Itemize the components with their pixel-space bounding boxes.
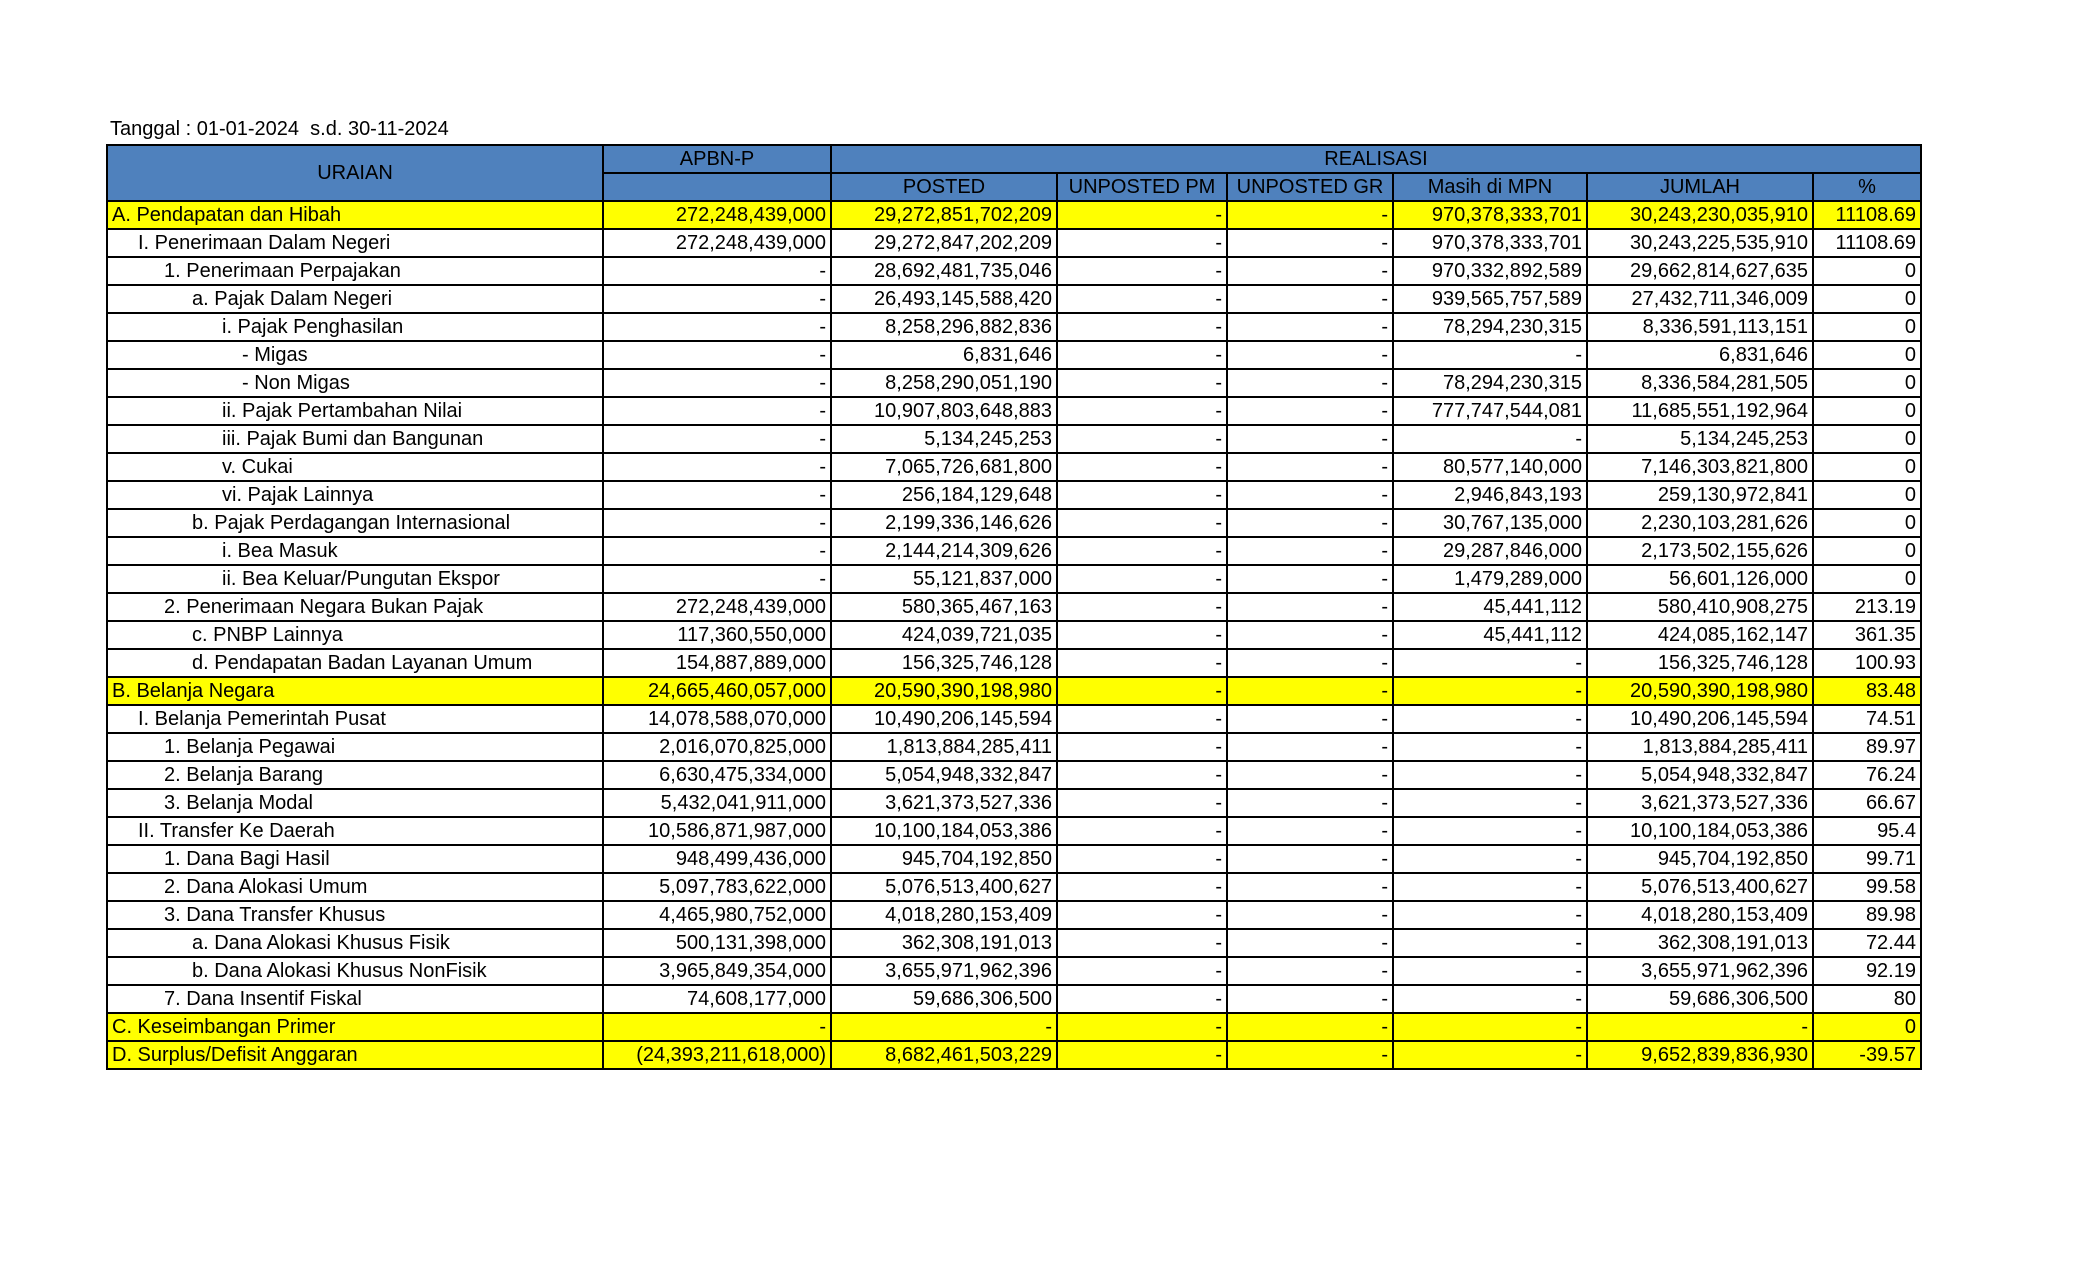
- cell-percent: 11108.69: [1813, 201, 1921, 229]
- cell-unposted-gr: -: [1227, 789, 1393, 817]
- cell-percent: 66.67: [1813, 789, 1921, 817]
- cell-posted: -: [831, 1013, 1057, 1041]
- table-row: [107, 901, 1921, 929]
- cell-unposted-gr: -: [1227, 453, 1393, 481]
- cell-unposted-gr: -: [1227, 509, 1393, 537]
- cell-jumlah: 2,173,502,155,626: [1587, 537, 1813, 565]
- cell-unposted-pm: -: [1057, 845, 1227, 873]
- cell-percent: 100.93: [1813, 649, 1921, 677]
- cell-posted: 2,199,336,146,626: [831, 509, 1057, 537]
- cell-posted: 6,831,646: [831, 341, 1057, 369]
- cell-apbnp: -: [603, 481, 831, 509]
- cell-unposted-gr: -: [1227, 313, 1393, 341]
- cell-masih-mpn: 45,441,112: [1393, 621, 1587, 649]
- cell-unposted-gr: -: [1227, 985, 1393, 1013]
- header-realisasi: REALISASI: [831, 145, 1921, 173]
- cell-unposted-pm: -: [1057, 873, 1227, 901]
- header-unposted-pm: UNPOSTED PM: [1057, 173, 1227, 201]
- row-label: 3. Dana Transfer Khusus: [107, 901, 603, 929]
- row-label: vi. Pajak Lainnya: [107, 481, 603, 509]
- cell-masih-mpn: 80,577,140,000: [1393, 453, 1587, 481]
- cell-masih-mpn: 777,747,544,081: [1393, 397, 1587, 425]
- cell-apbnp: -: [603, 369, 831, 397]
- cell-masih-mpn: -: [1393, 985, 1587, 1013]
- cell-unposted-pm: -: [1057, 621, 1227, 649]
- cell-masih-mpn: -: [1393, 901, 1587, 929]
- cell-unposted-gr: -: [1227, 229, 1393, 257]
- cell-unposted-gr: -: [1227, 901, 1393, 929]
- cell-unposted-pm: -: [1057, 761, 1227, 789]
- cell-apbnp: -: [603, 1013, 831, 1041]
- cell-percent: 76.24: [1813, 761, 1921, 789]
- cell-unposted-pm: -: [1057, 537, 1227, 565]
- cell-unposted-pm: -: [1057, 593, 1227, 621]
- cell-jumlah: 27,432,711,346,009: [1587, 285, 1813, 313]
- row-label: 3. Belanja Modal: [107, 789, 603, 817]
- row-label: iii. Pajak Bumi dan Bangunan: [107, 425, 603, 453]
- cell-unposted-pm: -: [1057, 425, 1227, 453]
- row-label: b. Pajak Perdagangan Internasional: [107, 509, 603, 537]
- table-row: [107, 649, 1921, 677]
- cell-posted: 580,365,467,163: [831, 593, 1057, 621]
- cell-percent: 213.19: [1813, 593, 1921, 621]
- header-apbnp: APBN-P: [603, 145, 831, 173]
- cell-masih-mpn: -: [1393, 817, 1587, 845]
- cell-masih-mpn: 78,294,230,315: [1393, 369, 1587, 397]
- cell-unposted-gr: -: [1227, 677, 1393, 705]
- cell-jumlah: 30,243,225,535,910: [1587, 229, 1813, 257]
- cell-posted: 362,308,191,013: [831, 929, 1057, 957]
- row-label: - Non Migas: [107, 369, 603, 397]
- table-row: [107, 453, 1921, 481]
- cell-posted: 26,493,145,588,420: [831, 285, 1057, 313]
- cell-posted: 5,134,245,253: [831, 425, 1057, 453]
- cell-posted: 945,704,192,850: [831, 845, 1057, 873]
- table-row: [107, 1013, 1921, 1041]
- cell-unposted-pm: -: [1057, 229, 1227, 257]
- row-label: 2. Belanja Barang: [107, 761, 603, 789]
- cell-apbnp: 948,499,436,000: [603, 845, 831, 873]
- cell-unposted-gr: -: [1227, 957, 1393, 985]
- cell-apbnp: 117,360,550,000: [603, 621, 831, 649]
- cell-jumlah: 4,018,280,153,409: [1587, 901, 1813, 929]
- cell-masih-mpn: -: [1393, 733, 1587, 761]
- cell-unposted-pm: -: [1057, 705, 1227, 733]
- cell-posted: 8,258,290,051,190: [831, 369, 1057, 397]
- cell-percent: 92.19: [1813, 957, 1921, 985]
- row-label: II. Transfer Ke Daerah: [107, 817, 603, 845]
- cell-jumlah: 156,325,746,128: [1587, 649, 1813, 677]
- cell-apbnp: 5,097,783,622,000: [603, 873, 831, 901]
- cell-apbnp: -: [603, 509, 831, 537]
- cell-percent: 0: [1813, 425, 1921, 453]
- cell-jumlah: 8,336,584,281,505: [1587, 369, 1813, 397]
- cell-posted: 55,121,837,000: [831, 565, 1057, 593]
- cell-unposted-gr: -: [1227, 1013, 1393, 1041]
- cell-unposted-gr: -: [1227, 705, 1393, 733]
- cell-jumlah: 580,410,908,275: [1587, 593, 1813, 621]
- cell-unposted-pm: -: [1057, 929, 1227, 957]
- header-jumlah: JUMLAH: [1587, 173, 1813, 201]
- cell-apbnp: 10,586,871,987,000: [603, 817, 831, 845]
- cell-masih-mpn: -: [1393, 705, 1587, 733]
- cell-jumlah: 30,243,230,035,910: [1587, 201, 1813, 229]
- cell-unposted-gr: -: [1227, 565, 1393, 593]
- table-row: [107, 229, 1921, 257]
- cell-percent: 0: [1813, 453, 1921, 481]
- header-apbnp-sub: [603, 173, 831, 201]
- table-row: [107, 1041, 1921, 1069]
- cell-posted: 28,692,481,735,046: [831, 257, 1057, 285]
- cell-unposted-gr: -: [1227, 285, 1393, 313]
- row-label: 1. Penerimaan Perpajakan: [107, 257, 603, 285]
- cell-jumlah: 10,100,184,053,386: [1587, 817, 1813, 845]
- cell-unposted-gr: -: [1227, 1041, 1393, 1069]
- cell-apbnp: -: [603, 313, 831, 341]
- cell-unposted-gr: -: [1227, 481, 1393, 509]
- cell-percent: 0: [1813, 537, 1921, 565]
- cell-posted: 3,655,971,962,396: [831, 957, 1057, 985]
- cell-masih-mpn: 2,946,843,193: [1393, 481, 1587, 509]
- table-row: [107, 537, 1921, 565]
- cell-jumlah: 5,134,245,253: [1587, 425, 1813, 453]
- row-label: d. Pendapatan Badan Layanan Umum: [107, 649, 603, 677]
- table-row: [107, 677, 1921, 705]
- cell-masih-mpn: -: [1393, 649, 1587, 677]
- cell-percent: 72.44: [1813, 929, 1921, 957]
- cell-posted: 10,490,206,145,594: [831, 705, 1057, 733]
- cell-unposted-gr: -: [1227, 649, 1393, 677]
- cell-percent: 0: [1813, 1013, 1921, 1041]
- cell-posted: 8,682,461,503,229: [831, 1041, 1057, 1069]
- cell-masih-mpn: -: [1393, 957, 1587, 985]
- table-row: [107, 817, 1921, 845]
- cell-unposted-pm: -: [1057, 341, 1227, 369]
- cell-jumlah: 5,076,513,400,627: [1587, 873, 1813, 901]
- cell-masih-mpn: 29,287,846,000: [1393, 537, 1587, 565]
- cell-posted: 20,590,390,198,980: [831, 677, 1057, 705]
- table-body: [107, 201, 1921, 1069]
- cell-apbnp: 272,248,439,000: [603, 593, 831, 621]
- cell-posted: 424,039,721,035: [831, 621, 1057, 649]
- cell-masih-mpn: 970,378,333,701: [1393, 229, 1587, 257]
- cell-unposted-gr: -: [1227, 621, 1393, 649]
- cell-apbnp: 6,630,475,334,000: [603, 761, 831, 789]
- table-row: [107, 257, 1921, 285]
- cell-jumlah: 20,590,390,198,980: [1587, 677, 1813, 705]
- cell-apbnp: (24,393,211,618,000): [603, 1041, 831, 1069]
- cell-masih-mpn: -: [1393, 873, 1587, 901]
- cell-jumlah: -: [1587, 1013, 1813, 1041]
- cell-posted: 8,258,296,882,836: [831, 313, 1057, 341]
- cell-masih-mpn: 970,332,892,589: [1393, 257, 1587, 285]
- cell-masih-mpn: -: [1393, 425, 1587, 453]
- cell-percent: 361.35: [1813, 621, 1921, 649]
- row-label: 1. Belanja Pegawai: [107, 733, 603, 761]
- table-row: [107, 705, 1921, 733]
- table-row: [107, 621, 1921, 649]
- cell-posted: 2,144,214,309,626: [831, 537, 1057, 565]
- table-row: [107, 929, 1921, 957]
- table-row: [107, 733, 1921, 761]
- cell-unposted-pm: -: [1057, 509, 1227, 537]
- cell-unposted-gr: -: [1227, 817, 1393, 845]
- header-masih-mpn: Masih di MPN: [1393, 173, 1587, 201]
- cell-apbnp: -: [603, 397, 831, 425]
- cell-jumlah: 259,130,972,841: [1587, 481, 1813, 509]
- cell-unposted-gr: -: [1227, 397, 1393, 425]
- cell-unposted-gr: -: [1227, 341, 1393, 369]
- cell-masih-mpn: -: [1393, 1013, 1587, 1041]
- cell-posted: 1,813,884,285,411: [831, 733, 1057, 761]
- table-row: [107, 201, 1921, 229]
- cell-unposted-gr: -: [1227, 201, 1393, 229]
- cell-unposted-gr: -: [1227, 593, 1393, 621]
- cell-unposted-gr: -: [1227, 761, 1393, 789]
- table-row: [107, 985, 1921, 1013]
- cell-masih-mpn: -: [1393, 845, 1587, 873]
- cell-unposted-pm: -: [1057, 789, 1227, 817]
- row-label: I. Belanja Pemerintah Pusat: [107, 705, 603, 733]
- cell-jumlah: 1,813,884,285,411: [1587, 733, 1813, 761]
- cell-masih-mpn: -: [1393, 789, 1587, 817]
- row-label: 2. Dana Alokasi Umum: [107, 873, 603, 901]
- cell-jumlah: 59,686,306,500: [1587, 985, 1813, 1013]
- cell-jumlah: 8,336,591,113,151: [1587, 313, 1813, 341]
- cell-jumlah: 945,704,192,850: [1587, 845, 1813, 873]
- table-row: [107, 285, 1921, 313]
- cell-unposted-gr: -: [1227, 929, 1393, 957]
- cell-apbnp: 3,965,849,354,000: [603, 957, 831, 985]
- cell-masih-mpn: -: [1393, 1041, 1587, 1069]
- cell-percent: 0: [1813, 369, 1921, 397]
- table-row: [107, 873, 1921, 901]
- cell-apbnp: -: [603, 537, 831, 565]
- cell-percent: 0: [1813, 313, 1921, 341]
- cell-percent: 0: [1813, 565, 1921, 593]
- cell-unposted-gr: -: [1227, 733, 1393, 761]
- cell-jumlah: 10,490,206,145,594: [1587, 705, 1813, 733]
- cell-percent: 80: [1813, 985, 1921, 1013]
- cell-masih-mpn: 45,441,112: [1393, 593, 1587, 621]
- table-row: [107, 341, 1921, 369]
- cell-apbnp: 14,078,588,070,000: [603, 705, 831, 733]
- cell-apbnp: -: [603, 425, 831, 453]
- row-label: i. Pajak Penghasilan: [107, 313, 603, 341]
- row-label: a. Pajak Dalam Negeri: [107, 285, 603, 313]
- header-percent: %: [1813, 173, 1921, 201]
- cell-unposted-pm: -: [1057, 649, 1227, 677]
- cell-apbnp: 272,248,439,000: [603, 229, 831, 257]
- table-row: [107, 565, 1921, 593]
- cell-jumlah: 11,685,551,192,964: [1587, 397, 1813, 425]
- cell-percent: 0: [1813, 509, 1921, 537]
- cell-jumlah: 3,621,373,527,336: [1587, 789, 1813, 817]
- header-uraian: URAIAN: [107, 145, 603, 201]
- cell-jumlah: 5,054,948,332,847: [1587, 761, 1813, 789]
- table-row: [107, 425, 1921, 453]
- table-row: [107, 957, 1921, 985]
- cell-apbnp: 154,887,889,000: [603, 649, 831, 677]
- cell-posted: 59,686,306,500: [831, 985, 1057, 1013]
- cell-apbnp: 272,248,439,000: [603, 201, 831, 229]
- row-label: i. Bea Masuk: [107, 537, 603, 565]
- cell-posted: 10,100,184,053,386: [831, 817, 1057, 845]
- cell-masih-mpn: 1,479,289,000: [1393, 565, 1587, 593]
- cell-apbnp: 4,465,980,752,000: [603, 901, 831, 929]
- table-row: [107, 369, 1921, 397]
- row-label: c. PNBP Lainnya: [107, 621, 603, 649]
- cell-unposted-pm: -: [1057, 957, 1227, 985]
- cell-posted: 5,054,948,332,847: [831, 761, 1057, 789]
- cell-percent: 11108.69: [1813, 229, 1921, 257]
- cell-jumlah: 56,601,126,000: [1587, 565, 1813, 593]
- cell-percent: 0: [1813, 257, 1921, 285]
- cell-unposted-pm: -: [1057, 733, 1227, 761]
- row-label: ii. Bea Keluar/Pungutan Ekspor: [107, 565, 603, 593]
- cell-jumlah: 2,230,103,281,626: [1587, 509, 1813, 537]
- row-label: D. Surplus/Defisit Anggaran: [107, 1041, 603, 1069]
- cell-unposted-gr: -: [1227, 537, 1393, 565]
- cell-masih-mpn: 939,565,757,589: [1393, 285, 1587, 313]
- row-label: - Migas: [107, 341, 603, 369]
- cell-masih-mpn: -: [1393, 929, 1587, 957]
- cell-unposted-pm: -: [1057, 1013, 1227, 1041]
- cell-unposted-pm: -: [1057, 565, 1227, 593]
- cell-percent: 99.58: [1813, 873, 1921, 901]
- cell-masih-mpn: -: [1393, 761, 1587, 789]
- cell-apbnp: -: [603, 341, 831, 369]
- table-row: [107, 397, 1921, 425]
- row-label: b. Dana Alokasi Khusus NonFisik: [107, 957, 603, 985]
- cell-jumlah: 29,662,814,627,635: [1587, 257, 1813, 285]
- cell-apbnp: -: [603, 285, 831, 313]
- table-row: [107, 845, 1921, 873]
- cell-posted: 5,076,513,400,627: [831, 873, 1057, 901]
- cell-unposted-gr: -: [1227, 257, 1393, 285]
- cell-percent: 74.51: [1813, 705, 1921, 733]
- cell-apbnp: 74,608,177,000: [603, 985, 831, 1013]
- cell-unposted-pm: -: [1057, 481, 1227, 509]
- row-label: C. Keseimbangan Primer: [107, 1013, 603, 1041]
- table-row: [107, 761, 1921, 789]
- cell-percent: 89.97: [1813, 733, 1921, 761]
- table-row: [107, 313, 1921, 341]
- cell-posted: 29,272,847,202,209: [831, 229, 1057, 257]
- row-label: A. Pendapatan dan Hibah: [107, 201, 603, 229]
- row-label: a. Dana Alokasi Khusus Fisik: [107, 929, 603, 957]
- cell-unposted-pm: -: [1057, 1041, 1227, 1069]
- cell-posted: 156,325,746,128: [831, 649, 1057, 677]
- cell-percent: 83.48: [1813, 677, 1921, 705]
- cell-posted: 29,272,851,702,209: [831, 201, 1057, 229]
- cell-apbnp: 24,665,460,057,000: [603, 677, 831, 705]
- cell-unposted-gr: -: [1227, 425, 1393, 453]
- row-label: v. Cukai: [107, 453, 603, 481]
- row-label: 7. Dana Insentif Fiskal: [107, 985, 603, 1013]
- cell-apbnp: 500,131,398,000: [603, 929, 831, 957]
- budget-realization-table: [106, 144, 1922, 1070]
- cell-masih-mpn: -: [1393, 677, 1587, 705]
- table-row: [107, 481, 1921, 509]
- cell-unposted-pm: -: [1057, 257, 1227, 285]
- cell-unposted-gr: -: [1227, 369, 1393, 397]
- cell-posted: 4,018,280,153,409: [831, 901, 1057, 929]
- header-posted: POSTED: [831, 173, 1057, 201]
- table-row: [107, 789, 1921, 817]
- cell-apbnp: -: [603, 565, 831, 593]
- cell-unposted-gr: -: [1227, 845, 1393, 873]
- cell-posted: 256,184,129,648: [831, 481, 1057, 509]
- cell-apbnp: -: [603, 257, 831, 285]
- row-label: ii. Pajak Pertambahan Nilai: [107, 397, 603, 425]
- cell-percent: 89.98: [1813, 901, 1921, 929]
- table-row: [107, 593, 1921, 621]
- cell-percent: 0: [1813, 341, 1921, 369]
- cell-unposted-pm: -: [1057, 285, 1227, 313]
- cell-masih-mpn: 30,767,135,000: [1393, 509, 1587, 537]
- cell-percent: -39.57: [1813, 1041, 1921, 1069]
- cell-percent: 0: [1813, 285, 1921, 313]
- row-label: 2. Penerimaan Negara Bukan Pajak: [107, 593, 603, 621]
- header-unposted-gr: UNPOSTED GR: [1227, 173, 1393, 201]
- cell-posted: 3,621,373,527,336: [831, 789, 1057, 817]
- cell-jumlah: 9,652,839,836,930: [1587, 1041, 1813, 1069]
- cell-unposted-pm: -: [1057, 397, 1227, 425]
- cell-unposted-pm: -: [1057, 985, 1227, 1013]
- cell-unposted-gr: -: [1227, 873, 1393, 901]
- cell-unposted-pm: -: [1057, 677, 1227, 705]
- cell-jumlah: 362,308,191,013: [1587, 929, 1813, 957]
- cell-jumlah: 424,085,162,147: [1587, 621, 1813, 649]
- cell-unposted-pm: -: [1057, 817, 1227, 845]
- cell-masih-mpn: -: [1393, 341, 1587, 369]
- cell-percent: 0: [1813, 397, 1921, 425]
- cell-unposted-pm: -: [1057, 901, 1227, 929]
- cell-apbnp: -: [603, 453, 831, 481]
- cell-masih-mpn: 970,378,333,701: [1393, 201, 1587, 229]
- cell-posted: 7,065,726,681,800: [831, 453, 1057, 481]
- cell-apbnp: 5,432,041,911,000: [603, 789, 831, 817]
- row-label: B. Belanja Negara: [107, 677, 603, 705]
- cell-unposted-pm: -: [1057, 369, 1227, 397]
- cell-percent: 0: [1813, 481, 1921, 509]
- cell-jumlah: 6,831,646: [1587, 341, 1813, 369]
- cell-masih-mpn: 78,294,230,315: [1393, 313, 1587, 341]
- row-label: I. Penerimaan Dalam Negeri: [107, 229, 603, 257]
- cell-unposted-pm: -: [1057, 453, 1227, 481]
- cell-jumlah: 3,655,971,962,396: [1587, 957, 1813, 985]
- cell-posted: 10,907,803,648,883: [831, 397, 1057, 425]
- row-label: 1. Dana Bagi Hasil: [107, 845, 603, 873]
- cell-jumlah: 7,146,303,821,800: [1587, 453, 1813, 481]
- table-row: [107, 509, 1921, 537]
- cell-apbnp: 2,016,070,825,000: [603, 733, 831, 761]
- cell-percent: 99.71: [1813, 845, 1921, 873]
- cell-unposted-pm: -: [1057, 313, 1227, 341]
- cell-percent: 95.4: [1813, 817, 1921, 845]
- cell-unposted-pm: -: [1057, 201, 1227, 229]
- report-date-label: Tanggal : 01-01-2024 s.d. 30-11-2024: [110, 118, 449, 140]
